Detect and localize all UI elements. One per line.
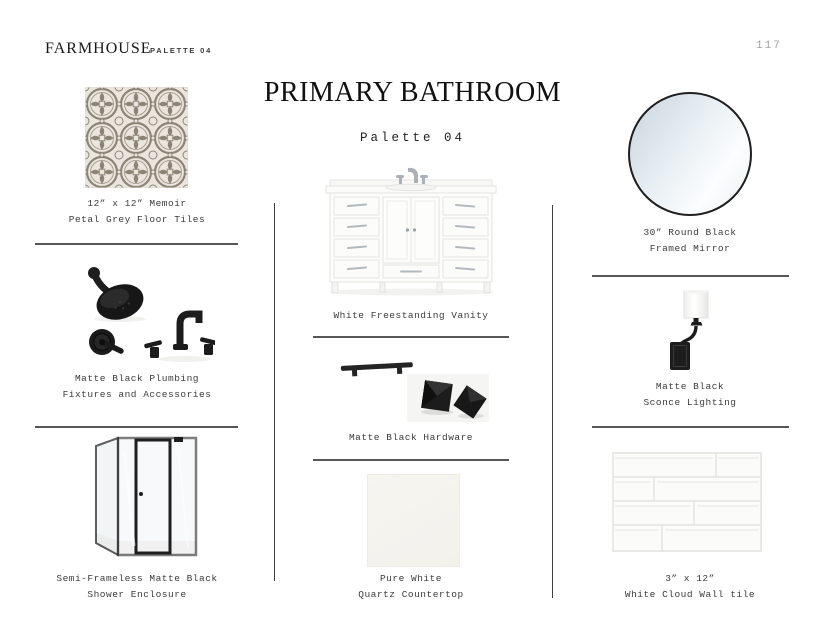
round-mirror-image bbox=[628, 92, 752, 216]
vanity-image bbox=[322, 164, 500, 296]
brand-name: FARMHOUSE bbox=[45, 40, 152, 57]
mirror-caption: 30” Round Black Framed Mirror bbox=[643, 227, 737, 254]
countertop-caption: Pure White Quartz Countertop bbox=[358, 573, 464, 600]
column-divider-left bbox=[274, 203, 275, 581]
sconce-image bbox=[666, 290, 712, 372]
page-subtitle: Palette 04 bbox=[359, 131, 465, 145]
floor-tile-image bbox=[85, 87, 188, 188]
divider-line bbox=[313, 459, 509, 461]
plumbing-fixtures-image bbox=[80, 262, 215, 362]
shower-enclosure-image bbox=[90, 430, 202, 566]
plumbing-caption: Matte Black Plumbing Fixtures and Accessories bbox=[62, 373, 212, 400]
sconce-caption: Matte Black Sconce Lighting bbox=[643, 381, 737, 408]
divider-line bbox=[35, 426, 238, 428]
page-title: PRIMARY BATHROOM bbox=[263, 77, 562, 108]
column-divider-right bbox=[552, 205, 553, 598]
hardware-image bbox=[333, 350, 493, 424]
hardware-caption: Matte Black Hardware bbox=[348, 432, 474, 443]
page-number: 117 bbox=[756, 40, 782, 52]
divider-line bbox=[592, 275, 789, 277]
quartz-swatch-image bbox=[367, 474, 460, 567]
floor-tile-caption: 12” x 12” Memoir Petal Grey Floor Tiles bbox=[68, 198, 206, 225]
shower-enclosure-caption: Semi-Frameless Matte Black Shower Enclosure bbox=[56, 573, 218, 600]
collection-label: PALETTE 04 bbox=[150, 46, 213, 55]
vanity-caption: White Freestanding Vanity bbox=[333, 310, 489, 321]
wall-tile-caption: 3” x 12” White Cloud Wall tile bbox=[624, 573, 756, 600]
divider-line bbox=[592, 426, 789, 428]
divider-line bbox=[313, 336, 509, 338]
wall-tile-image bbox=[612, 452, 762, 552]
divider-line bbox=[35, 243, 238, 245]
